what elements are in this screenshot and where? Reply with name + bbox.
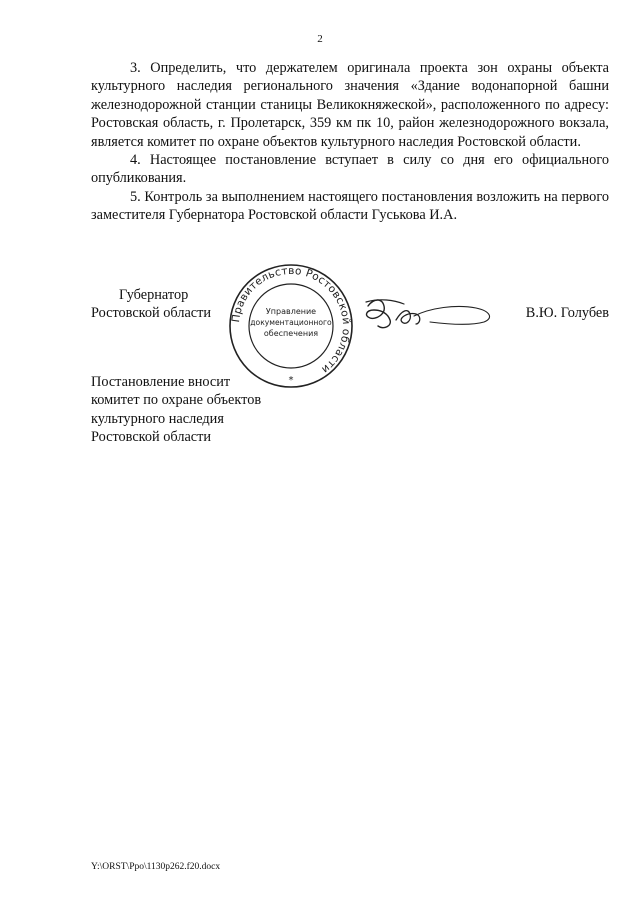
submitter-note	[91, 373, 351, 447]
signatory-role-region: Ростовской области	[91, 305, 212, 322]
signatory-role-title: Губернатор	[119, 287, 189, 303]
submitter-line-1: Постановление вносит	[91, 374, 231, 390]
handwritten-signature	[360, 290, 500, 340]
body-text	[91, 59, 609, 225]
official-seal	[226, 262, 356, 390]
footer-file-path: Y:\ORST\Ppo\1130p262.f20.docx	[91, 862, 221, 872]
submitter-line-2: комитет по охране объектов	[91, 392, 262, 409]
seal-center-line2: документационного	[250, 318, 332, 327]
seal-bottom-mark: *	[288, 375, 294, 386]
paragraph-3: 3. Определить, что держателем оригинала проекта зон охраны объекта культурного наследия регионального значения «Здание водонапорной башни железнодорожной станции станицы Великокняжеской», расположенного по адресу: Ростовская область, г. Пролетарск, 359 км пк 10, район железнодорожного вокзала, является комитет по охране объектов культурного наследия Ростовской области.	[91, 60, 609, 150]
page-number: 2	[317, 33, 323, 45]
seal-ring-text: Правительство Ростовской области	[230, 264, 353, 376]
paragraph-5: 5. Контроль за выполнением настоящего постановления возложить на первого заместителя Губернатора Ростовской области Гуськова И.А.	[91, 188, 609, 224]
paragraph-4: 4. Настоящее постановление вступает в силу со дня его официального опубликования.	[91, 152, 609, 187]
seal-center-line1: Управление	[265, 307, 317, 316]
submitter-line-3: культурного наследия	[91, 410, 224, 427]
seal-center-line3: обеспечения	[263, 329, 319, 338]
submitter-line-4: Ростовской области	[91, 429, 212, 446]
signatory-name: В.Ю. Голубев	[525, 305, 609, 321]
